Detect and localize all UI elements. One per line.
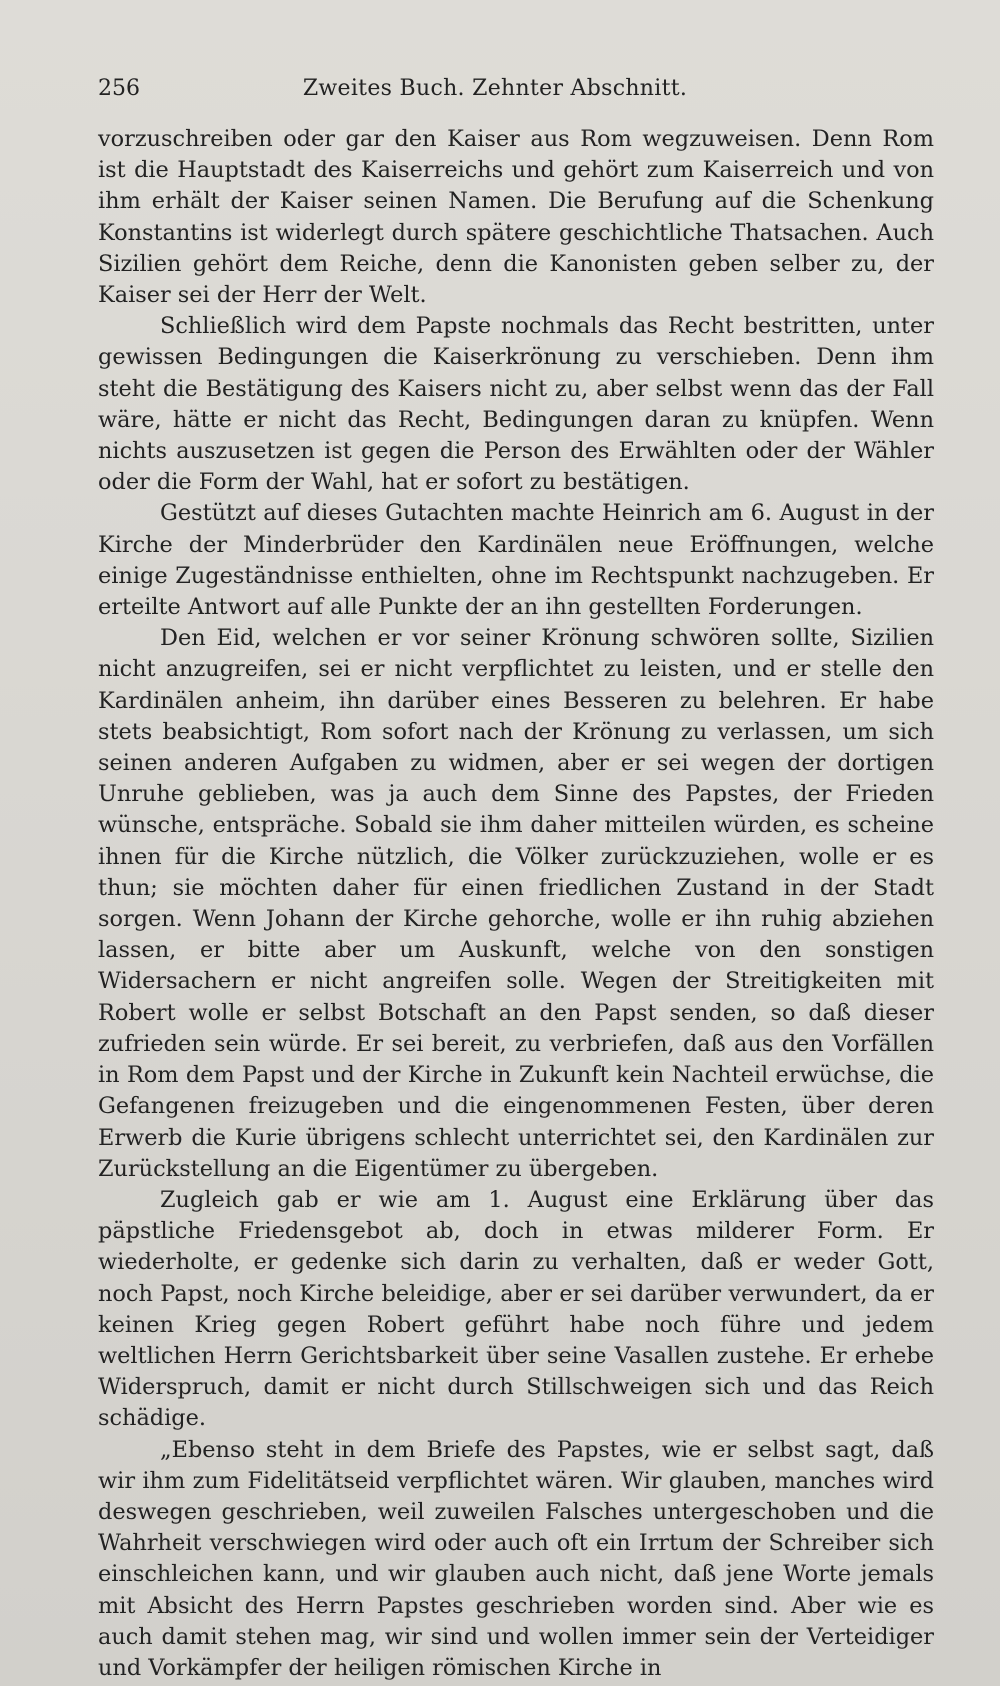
paragraph: „Ebenso steht in dem Briefe des Papstes, wie er selbst sagt, daß wir ihm zum Fidelitätseid verpflichtet wären. Wir glauben, manches wird deswegen geschrieben, weil zuweilen Falsches untergeschoben und die Wahrheit verschwiegen wird oder auch oft ein Irrtum der Schreiber sich einschleichen kann, und wir glauben auch nicht, daß jene Worte jemals mit Absicht des Herrn Papstes geschrieben worden sind. Aber wie es auch damit stehen mag, wir sind und wollen immer sein der Verteidiger und Vorkämpfer der heiligen römischen Kirche in — [98, 1436, 934, 1681]
paragraph: Schließlich wird dem Papste nochmals das Recht bestritten, unter gewissen Bedingungen die Kaiserkrönung zu verschieben. Denn ihm steht die Bestätigung des Kaisers nicht zu, aber selbst wenn das der Fall wäre, hätte er nicht das Recht, Bedingungen daran zu knüpfen. Wenn nichts auszusetzen ist gegen die Person des Erwählten oder der Wähler oder die Form der Wahl, hat er sofort zu bestätigen. — [98, 313, 934, 496]
body-text — [98, 124, 934, 1684]
page-header — [98, 76, 892, 110]
paragraph: Den Eid, welchen er vor seiner Krönung schwören sollte, Sizilien nicht anzugreifen, sei er nicht verpflichtet zu leisten, und er stelle den Kardinälen anheim, ihn darüber eines Besseren zu belehren. Er habe stets beabsichtigt, Rom sofort nach der Krönung zu verlassen, um sich seinen anderen Aufgaben zu widmen, aber er sei wegen der dortigen Unruhe geblieben, was ja auch dem Sinne des Papstes, der Frieden wünsche, entspräche. Sobald sie ihm daher mitteilen würden, es scheine ihnen für die Kirche nützlich, die Völker zurückzuziehen, wolle er es thun; sie möchten daher für einen friedlichen Zustand in der Stadt sorgen. Wenn Johann der Kirche gehorche, wolle er ihn ruhig abziehen lassen, er bitte aber um Auskunft, welche von den sonstigen Widersachern er nicht angreifen solle. Wegen der Streitigkeiten mit Robert wolle er selbst Botschaft an den Papst senden, so daß dieser zufrieden sein würde. Er sei bereit, zu verbriefen, daß aus den Vorfällen in Rom dem Papst und der Kirche in Zukunft kein Nachteil erwüchse, die Gefangenen freizugeben und die eingenommenen Festen, über deren Erwerb die Kurie übrigens schlecht unterrichtet sei, den Kardinälen zur Zurückstellung an die Eigentümer zu übergeben. — [98, 625, 934, 1182]
paragraph: Gestützt auf dieses Gutachten machte Heinrich am 6. August in der Kirche der Minderbrüder den Kardinälen neue Eröffnungen, welche einige Zugeständnisse enthielten, ohne im Rechtspunkt nachzugeben. Er erteilte Antwort auf alle Punkte der an ihn gestellten Forderungen. — [98, 500, 934, 621]
paragraph: vorzuschreiben oder gar den Kaiser aus Rom wegzuweisen. Denn Rom ist die Hauptstadt des Kaiserreichs und gehört zum Kaiserreich und von ihm erhält der Kaiser seinen Namen. Die Berufung auf die Schenkung Konstantins ist widerlegt durch spätere geschichtliche Thatsachen. Auch Sizilien gehört dem Reiche, denn die Kanonisten geben selber zu, der Kaiser sei der Herr der Welt. — [98, 126, 934, 309]
running-head: Zweites Buch. Zehnter Abschnitt. — [302, 76, 688, 101]
paragraph: Zugleich gab er wie am 1. August eine Erklärung über das päpstliche Friedensgebot ab, doch in etwas milderer Form. Er wiederholte, er gedenke sich darin zu verhalten, daß er weder Gott, noch Papst, noch Kirche beleidige, aber er sei darüber verwundert, da er keinen Krieg gegen Robert geführt habe noch führe und jedem weltlichen Herrn Gerichtsbarkeit über seine Vasallen zustehe. Er erhebe Widerspruch, damit er nicht durch Stillschweigen sich und das Reich schädige. — [98, 1186, 934, 1432]
page-number: 256 — [98, 76, 140, 101]
